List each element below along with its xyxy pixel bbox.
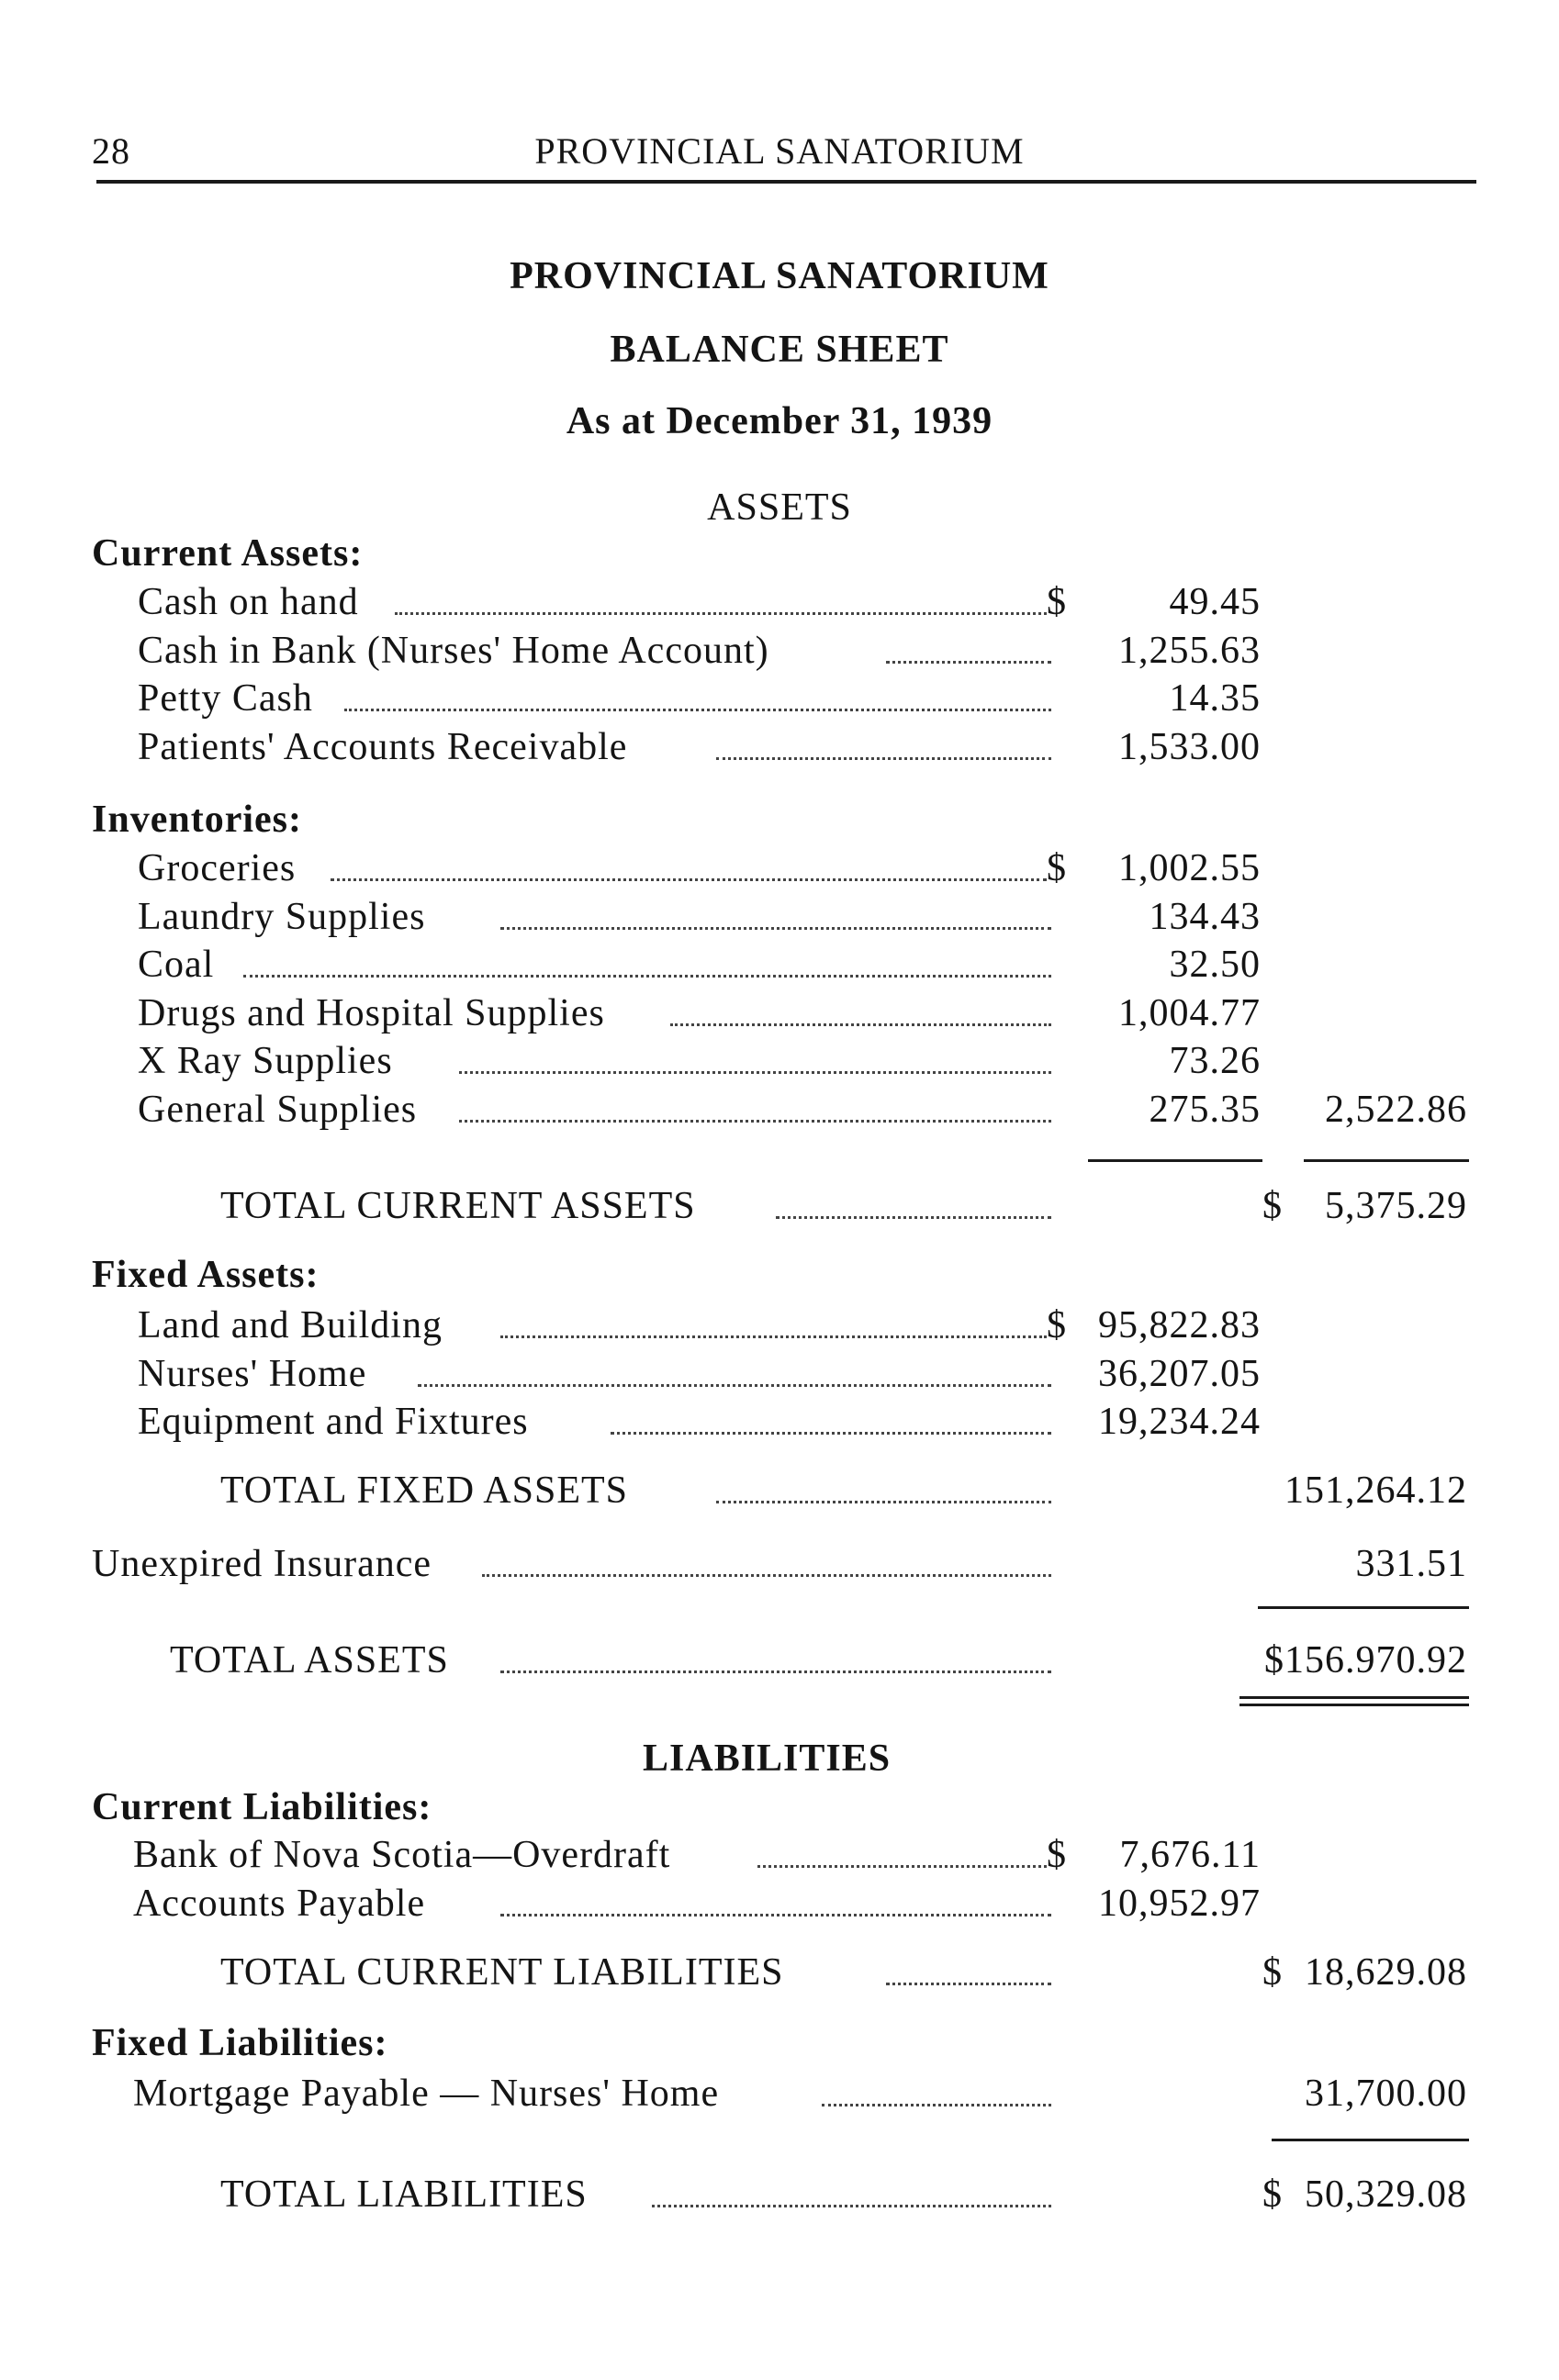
liabilities-heading: LIABILITIES — [643, 1738, 892, 1780]
row-label: TOTAL ASSETS — [170, 1639, 449, 1682]
row-label: Drugs and Hospital Supplies — [138, 992, 605, 1034]
title-statement: BALANCE SHEET — [610, 329, 949, 371]
row-amount: 31,700.00 — [1305, 2073, 1467, 2115]
subtotal-rule — [1258, 1606, 1469, 1609]
leader-dots — [500, 927, 1051, 930]
dollar-sign: $ — [1047, 1834, 1066, 1876]
row-amount: 49.45 — [1169, 581, 1261, 623]
row-amount: 10,952.97 — [1098, 1883, 1261, 1925]
leader-dots — [344, 709, 1051, 711]
row-label: Petty Cash — [138, 677, 313, 720]
row-label: Patients' Accounts Receivable — [138, 726, 628, 768]
leader-dots — [395, 612, 1047, 615]
row-label: Nurses' Home — [138, 1353, 367, 1395]
current-assets-heading: Current Assets: — [92, 532, 364, 575]
header-rule — [96, 180, 1476, 184]
leader-dots — [418, 1384, 1051, 1387]
row-amount: $156.970.92 — [1264, 1639, 1467, 1682]
leader-dots — [243, 975, 1051, 978]
row-label: Mortgage Payable — Nurses' Home — [133, 2073, 720, 2115]
row-amount: 1,255.63 — [1118, 630, 1261, 672]
row-amount: 7,676.11 — [1119, 1834, 1261, 1876]
row-label: TOTAL CURRENT LIABILITIES — [220, 1951, 784, 1994]
fixed-assets-heading: Fixed Assets: — [92, 1254, 320, 1296]
title-institution: PROVINCIAL SANATORIUM — [510, 255, 1049, 297]
dollar-sign: $ — [1262, 1951, 1282, 1994]
fixed-liabilities-heading: Fixed Liabilities: — [92, 2022, 388, 2064]
row-amount: 151,264.12 — [1284, 1469, 1467, 1512]
row-label: Equipment and Fixtures — [138, 1401, 529, 1443]
row-amount: 95,822.83 — [1098, 1304, 1261, 1346]
row-label: Land and Building — [138, 1304, 443, 1346]
leader-dots — [459, 1071, 1051, 1074]
row-amount: 73.26 — [1169, 1040, 1261, 1082]
row-label: Unexpired Insurance — [92, 1543, 432, 1585]
leader-dots — [331, 878, 1047, 881]
subtotal-rule — [1272, 2139, 1469, 2141]
dollar-sign: $ — [1047, 581, 1066, 623]
row-amount: 19,234.24 — [1098, 1401, 1261, 1443]
title-date: As at December 31, 1939 — [566, 400, 993, 442]
page-number: 28 — [92, 130, 130, 172]
leader-dots — [500, 1335, 1047, 1338]
row-amount: 32.50 — [1169, 944, 1261, 986]
row-label: TOTAL CURRENT ASSETS — [220, 1185, 696, 1227]
row-label: Cash on hand — [138, 581, 359, 623]
row-label: Accounts Payable — [133, 1883, 426, 1925]
leader-dots — [716, 1501, 1051, 1503]
row-amount: 275.35 — [1149, 1089, 1261, 1131]
subtotal-rule — [1304, 1159, 1469, 1162]
row-amount: 1,533.00 — [1118, 726, 1261, 768]
row-amount: 1,004.77 — [1118, 992, 1261, 1034]
dollar-sign: $ — [1047, 1304, 1066, 1346]
leader-dots — [500, 1670, 1051, 1673]
leader-dots — [652, 2205, 1051, 2207]
subtotal-rule — [1088, 1159, 1262, 1162]
row-label: Coal — [138, 944, 215, 986]
leader-dots — [822, 2104, 1051, 2106]
row-label: Groceries — [138, 847, 297, 889]
dollar-sign: $ — [1262, 1185, 1282, 1227]
current-liabilities-heading: Current Liabilities: — [92, 1786, 432, 1828]
leader-dots — [500, 1914, 1051, 1916]
row-label: Bank of Nova Scotia—Overdraft — [133, 1834, 671, 1876]
row-amount: 134.43 — [1149, 896, 1261, 938]
row-label: TOTAL LIABILITIES — [220, 2173, 588, 2216]
leader-dots — [482, 1574, 1051, 1577]
leader-dots — [459, 1120, 1051, 1123]
row-label: Laundry Supplies — [138, 896, 426, 938]
double-rule — [1239, 1696, 1469, 1706]
inventories-total: 2,522.86 — [1325, 1089, 1467, 1131]
row-label: Cash in Bank (Nurses' Home Account) — [138, 630, 769, 672]
row-label: General Supplies — [138, 1089, 418, 1131]
row-amount: 50,329.08 — [1305, 2173, 1467, 2216]
row-label: TOTAL FIXED ASSETS — [220, 1469, 629, 1512]
dollar-sign: $ — [1262, 2173, 1282, 2216]
row-amount: 18,629.08 — [1305, 1951, 1467, 1994]
row-amount: 14.35 — [1169, 677, 1261, 720]
leader-dots — [886, 1983, 1051, 1985]
row-amount: 331.51 — [1355, 1543, 1467, 1585]
row-amount: 36,207.05 — [1098, 1353, 1261, 1395]
running-head: PROVINCIAL SANATORIUM — [534, 130, 1025, 172]
row-amount: 1,002.55 — [1118, 847, 1261, 889]
dollar-sign: $ — [1047, 847, 1066, 889]
row-amount: 5,375.29 — [1325, 1185, 1467, 1227]
leader-dots — [776, 1216, 1051, 1219]
row-label: X Ray Supplies — [138, 1040, 393, 1082]
inventories-heading: Inventories: — [92, 799, 302, 841]
assets-heading: ASSETS — [707, 486, 852, 529]
